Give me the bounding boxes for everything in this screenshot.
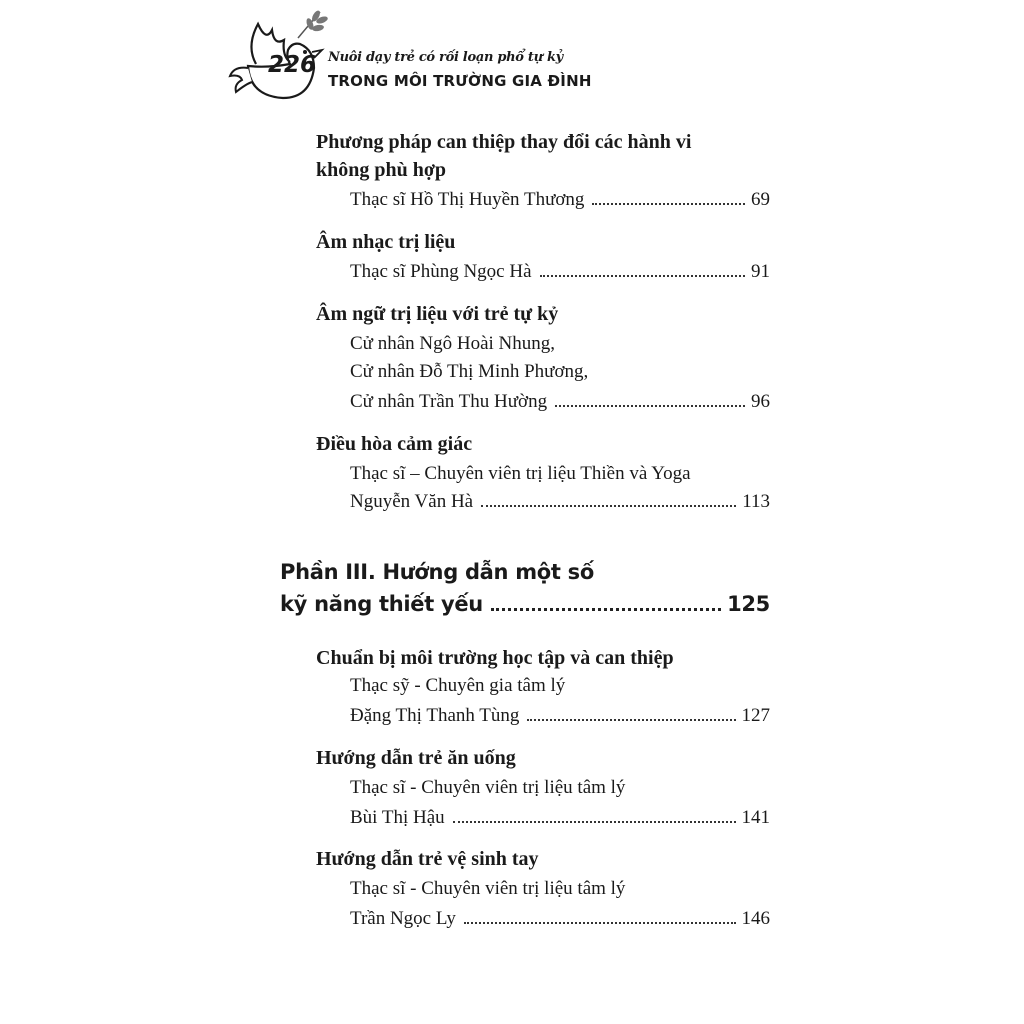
- toc-entry-title[interactable]: Điều hòa cảm giác: [316, 433, 473, 455]
- dot-leader: [540, 275, 745, 277]
- toc-author-leader[interactable]: [350, 804, 770, 832]
- part-title[interactable]: Phần III. Hướng dẫn một số: [280, 560, 594, 584]
- author-name: Cử nhân Đỗ Thị Minh Phương,: [350, 361, 589, 382]
- toc-author-leader[interactable]: [350, 258, 770, 286]
- dot-leader: [491, 608, 721, 611]
- dot-leader: [555, 405, 745, 407]
- page-number: 226: [267, 52, 316, 78]
- dot-leader: [481, 505, 736, 507]
- author-name: Bùi Thị Hậu: [350, 807, 445, 828]
- page-ref: 96: [751, 391, 770, 412]
- author-name: Cử nhân Trần Thu Hường: [350, 391, 548, 412]
- toc-author-leader[interactable]: [350, 905, 770, 933]
- page-header: [228, 6, 648, 106]
- author-name: Thạc sĩ Phùng Ngọc Hà: [350, 261, 532, 282]
- toc-author-leader[interactable]: [350, 488, 770, 516]
- part-title: kỹ năng thiết yếu: [280, 592, 483, 616]
- author-role: Thạc sĩ – Chuyên viên trị liệu Thiền và Yoga: [350, 463, 691, 484]
- dot-leader: [527, 719, 735, 721]
- author-role: Thạc sĩ - Chuyên viên trị liệu tâm lý: [350, 878, 626, 899]
- page-ref: 141: [741, 807, 770, 828]
- page-ref: 125: [727, 592, 770, 616]
- toc-entry-title[interactable]: Chuẩn bị môi trường học tập và can thiệp: [316, 647, 674, 669]
- author-name: Trần Ngọc Ly: [350, 908, 456, 929]
- page-ref: 127: [741, 705, 770, 726]
- toc-entry-title[interactable]: Âm nhạc trị liệu: [316, 231, 456, 253]
- toc-entry-title[interactable]: Hướng dẫn trẻ ăn uống: [316, 747, 516, 769]
- toc-entry-title[interactable]: không phù hợp: [316, 159, 447, 181]
- toc-entry-title[interactable]: Hướng dẫn trẻ vệ sinh tay: [316, 848, 539, 870]
- book-title: TRONG MÔI TRƯỜNG GIA ĐÌNH: [328, 72, 592, 90]
- dot-leader: [453, 821, 736, 823]
- page-ref: 146: [741, 908, 770, 929]
- author-name: Nguyễn Văn Hà: [350, 491, 474, 512]
- page-ref: 91: [751, 261, 770, 282]
- dot-leader: [592, 203, 745, 205]
- author-name: Đặng Thị Thanh Tùng: [350, 705, 520, 726]
- author-role: Thạc sĩ - Chuyên viên trị liệu tâm lý: [350, 777, 626, 798]
- toc-author-leader[interactable]: [350, 186, 770, 214]
- part-leader[interactable]: [280, 588, 770, 620]
- page-ref: 113: [742, 491, 770, 512]
- toc-author-leader[interactable]: [350, 702, 770, 730]
- toc-author-leader[interactable]: [350, 388, 770, 416]
- toc-entry-title[interactable]: Âm ngữ trị liệu với trẻ tự kỷ: [316, 303, 559, 325]
- book-subtitle: Nuôi dạy trẻ có rối loạn phổ tự kỷ: [328, 50, 563, 65]
- dot-leader: [464, 922, 736, 924]
- page-ref: 69: [751, 189, 770, 210]
- author-role: Thạc sỹ - Chuyên gia tâm lý: [350, 675, 566, 696]
- author-name: Cử nhân Ngô Hoài Nhung,: [350, 333, 556, 354]
- author-name: Thạc sĩ Hồ Thị Huyền Thương: [350, 189, 585, 210]
- toc-entry-title[interactable]: Phương pháp can thiệp thay đổi các hành vi: [316, 131, 692, 153]
